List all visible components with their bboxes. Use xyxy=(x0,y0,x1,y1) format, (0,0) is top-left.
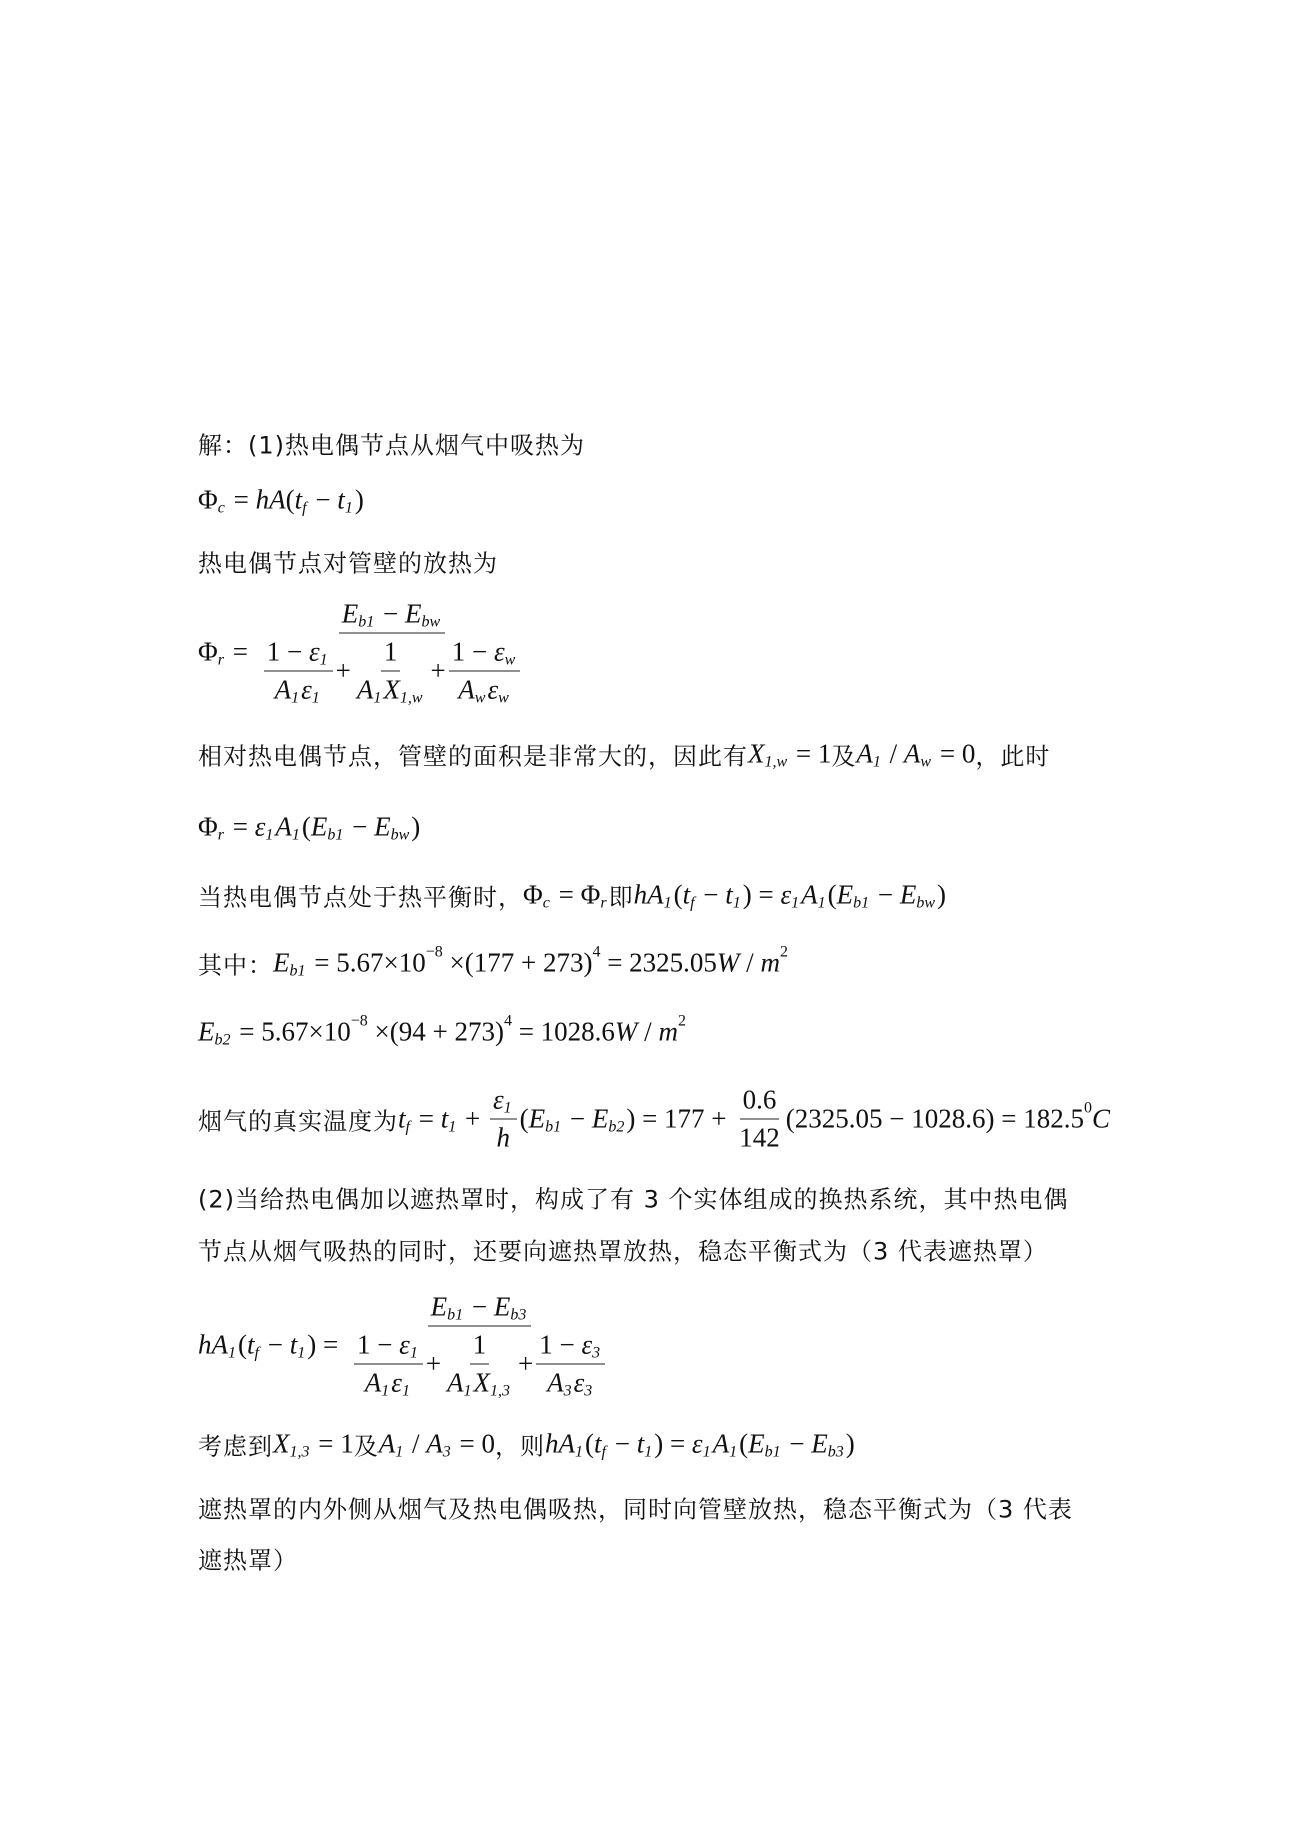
math-text: ) xyxy=(845,1428,855,1459)
subscript: 1 xyxy=(644,1443,653,1460)
equation-true-temperature xyxy=(198,1085,1110,1154)
math-text: Φ xyxy=(198,811,218,842)
text-run: 考虑到 xyxy=(198,1432,273,1461)
math-text: ) xyxy=(937,879,947,910)
fraction-denominator xyxy=(362,1365,415,1399)
math-text: Φ xyxy=(198,484,218,515)
math-text: − xyxy=(607,1428,637,1459)
math-symbol: t xyxy=(337,484,345,515)
math-symbol: A xyxy=(801,879,818,910)
subscript: 1 xyxy=(291,826,300,843)
equation-shield-network xyxy=(198,1292,614,1399)
subscript: 1 xyxy=(395,1443,404,1460)
math-symbol: X xyxy=(473,1367,491,1398)
subscript: b3 xyxy=(827,1443,844,1460)
math-symbol: ε xyxy=(301,674,312,705)
math-text: = Φ xyxy=(551,879,601,910)
math-symbol: W xyxy=(716,947,740,978)
math-symbol: A xyxy=(856,738,873,769)
fraction-numerator xyxy=(449,637,521,672)
math-text: = xyxy=(226,484,256,515)
math-symbol: t xyxy=(636,1428,645,1459)
subscript: 1 xyxy=(732,894,741,911)
fraction xyxy=(490,1085,517,1154)
subscript: 1 xyxy=(503,1099,512,1116)
math-symbol: E xyxy=(430,1291,448,1322)
fraction-denominator xyxy=(272,672,325,706)
fraction-numerator xyxy=(740,1085,780,1120)
text-run: 及 xyxy=(353,1432,379,1461)
math-text: = 5.67×10 xyxy=(232,1016,351,1047)
superscript: 2 xyxy=(677,1012,686,1029)
subscript: 1 xyxy=(872,753,881,770)
math-text: = 0 xyxy=(452,1428,495,1459)
math-symbol: t xyxy=(247,1329,255,1360)
fraction xyxy=(258,599,527,706)
math-symbol: A xyxy=(364,1367,382,1398)
subscript: 1 xyxy=(463,1382,472,1399)
math-text: / xyxy=(405,1428,427,1459)
math-symbol: W xyxy=(614,1016,638,1047)
fraction xyxy=(736,1085,783,1154)
math-text: 1 − xyxy=(266,636,309,667)
text-run: 遮热罩） xyxy=(198,1546,298,1575)
text-shield-simplified xyxy=(198,1427,855,1462)
text-run: 当热电偶节点处于热平衡时， xyxy=(198,883,523,912)
equation-eb1 xyxy=(198,943,788,981)
fraction-denominator xyxy=(444,1365,515,1399)
math-text: ( xyxy=(584,1428,594,1459)
subscript: c xyxy=(542,894,550,911)
math-text: + xyxy=(458,1103,487,1134)
math-text: − xyxy=(696,879,726,910)
subscript: b1 xyxy=(358,613,375,630)
math-text: ) xyxy=(354,484,364,515)
math-text: 1 xyxy=(472,1329,487,1360)
math-symbol: hA xyxy=(198,1329,228,1360)
superscript: 2 xyxy=(779,943,788,960)
math-text: = xyxy=(225,636,255,667)
math-text: − xyxy=(465,1291,494,1322)
text-shield-balance-line1 xyxy=(198,1490,1073,1525)
math-symbol: t xyxy=(440,1103,449,1134)
text-wall-area xyxy=(198,737,1050,772)
fraction-denominator xyxy=(354,672,428,706)
math-text: ) = xyxy=(307,1329,345,1360)
subscript: w xyxy=(498,689,509,706)
math-symbol: ε xyxy=(780,879,792,910)
text-run: 热电偶节点对管壁的放热为 xyxy=(198,549,498,578)
superscript: 0 xyxy=(1083,1099,1092,1116)
subscript: b1 xyxy=(853,894,870,911)
fraction xyxy=(536,1330,605,1399)
fraction-denominator xyxy=(736,1120,783,1154)
math-symbol: E xyxy=(310,811,328,842)
subscript: b1 xyxy=(764,1443,781,1460)
fraction xyxy=(354,637,428,706)
math-symbol: X xyxy=(273,1428,290,1459)
subscript: b2 xyxy=(214,1031,231,1048)
math-symbol: E xyxy=(836,879,854,910)
math-symbol: h xyxy=(496,1122,511,1153)
math-symbol: A xyxy=(356,674,374,705)
subscript: b2 xyxy=(608,1118,625,1135)
subscript: r xyxy=(217,826,224,843)
math-symbol: X xyxy=(383,674,400,705)
math-symbol: ε xyxy=(691,1428,703,1459)
math-text: = 2325.05 xyxy=(600,947,717,978)
subscript: 1 xyxy=(574,1443,583,1460)
math-text: 0.6 xyxy=(742,1084,777,1115)
math-symbol: m xyxy=(760,947,780,978)
math-symbol: t xyxy=(398,1103,406,1134)
subscript: b3 xyxy=(510,1306,527,1323)
math-text: + xyxy=(430,655,446,686)
math-symbol: t xyxy=(294,484,303,515)
math-symbol: E xyxy=(748,1428,765,1459)
subscript: 1 xyxy=(319,651,328,668)
math-text: − xyxy=(563,1103,592,1134)
text-run: 遮热罩的内外侧从烟气及热电偶吸热，同时向管壁放热，稳态平衡式为（3 代表 xyxy=(198,1495,1073,1524)
subscript: b1 xyxy=(289,962,306,979)
subscript: 1 xyxy=(702,1443,711,1460)
equation-eb2 xyxy=(198,1012,686,1048)
subscript: 1 xyxy=(297,1344,306,1361)
math-text: + xyxy=(518,1348,534,1379)
math-text: ( xyxy=(519,1103,529,1134)
math-symbol: A xyxy=(547,1367,564,1398)
math-text: (2325.05 − 1028.6) = 182.5 xyxy=(785,1103,1084,1134)
math-symbol: t xyxy=(725,879,733,910)
equation-phi-r-simplified xyxy=(198,812,420,843)
math-text: = 0 xyxy=(933,738,976,769)
math-text: ( xyxy=(739,1428,749,1459)
math-symbol: t xyxy=(682,879,691,910)
math-symbol: ε xyxy=(493,636,505,667)
math-symbol: E xyxy=(493,1291,511,1322)
math-symbol: t xyxy=(289,1329,298,1360)
subscript: 1 xyxy=(228,1344,236,1361)
math-symbol: E xyxy=(374,811,391,842)
math-symbol: C xyxy=(1091,1103,1110,1134)
math-text: ) = 177 + xyxy=(626,1103,734,1134)
math-text: ×(94 + 273) xyxy=(367,1016,504,1047)
subscript: f xyxy=(601,1443,606,1460)
fraction-numerator xyxy=(381,637,401,672)
math-symbol: ε xyxy=(254,811,266,842)
math-text: − xyxy=(782,1428,812,1459)
subscript: bw xyxy=(916,894,936,911)
math-text: ) = xyxy=(742,879,781,910)
math-symbol: A xyxy=(274,674,292,705)
math-symbol: E xyxy=(405,598,422,629)
equation-phi-c xyxy=(198,485,364,516)
subscript: 1,w xyxy=(399,689,423,706)
math-text: ( xyxy=(285,484,295,515)
subscript: bw xyxy=(421,613,441,630)
text-part2-line1 xyxy=(198,1180,1069,1215)
subscript: c xyxy=(217,499,225,516)
text-run: 其中： xyxy=(198,951,273,980)
fraction-denominator xyxy=(544,1365,597,1399)
subscript: 1 xyxy=(729,1443,738,1460)
subscript: 1 xyxy=(817,894,826,911)
text-run: 即 xyxy=(608,883,634,912)
fraction-numerator xyxy=(470,1330,490,1365)
subscript: 1 xyxy=(311,689,320,706)
fraction-numerator xyxy=(428,1292,532,1327)
math-text: 142 xyxy=(739,1122,780,1153)
fraction-numerator xyxy=(339,599,445,634)
math-text: 1 − xyxy=(539,1329,582,1360)
math-symbol: A xyxy=(458,674,475,705)
fraction-numerator xyxy=(536,1330,605,1365)
math-text: Φ xyxy=(198,636,218,667)
subscript: b1 xyxy=(447,1306,464,1323)
math-symbol: ε xyxy=(399,1329,410,1360)
subscript: r xyxy=(600,894,607,911)
fraction-numerator xyxy=(354,1330,423,1365)
math-text: − xyxy=(345,811,375,842)
superscript: 4 xyxy=(592,943,601,960)
math-text: / xyxy=(739,947,761,978)
subscript: 3 xyxy=(563,1382,572,1399)
fraction-denominator xyxy=(494,1120,514,1154)
math-text: − xyxy=(376,598,406,629)
text-part2-line2 xyxy=(198,1232,1048,1267)
fraction xyxy=(449,637,521,706)
subscript: 1 xyxy=(409,1344,418,1361)
math-symbol: ε xyxy=(581,1329,593,1360)
math-symbol: X xyxy=(748,738,765,769)
math-symbol: E xyxy=(591,1103,609,1134)
fraction-denominator xyxy=(348,1327,611,1399)
subscript: 1,w xyxy=(764,753,788,770)
fraction-numerator xyxy=(490,1085,517,1120)
math-text: 1 − xyxy=(451,636,494,667)
math-symbol: hA xyxy=(633,879,664,910)
math-symbol: ε xyxy=(492,1084,504,1115)
math-symbol: A xyxy=(275,811,292,842)
math-text: + xyxy=(425,1348,442,1379)
math-symbol: E xyxy=(899,879,917,910)
subscript: f xyxy=(405,1118,410,1135)
subscript: f xyxy=(302,499,307,516)
math-text: = xyxy=(411,1103,441,1134)
math-text: + xyxy=(335,655,351,686)
text-run: ，此时 xyxy=(975,742,1051,771)
subscript: f xyxy=(254,1344,259,1361)
subscript: 3 xyxy=(584,1382,593,1399)
subscript: 1 xyxy=(663,894,672,911)
subscript: 1 xyxy=(791,894,800,911)
subscript: 1 xyxy=(373,689,382,706)
superscript: −8 xyxy=(350,1012,368,1029)
equation-phi-r-network xyxy=(198,599,529,706)
math-symbol: E xyxy=(198,1016,215,1047)
subscript: 1 xyxy=(381,1382,390,1399)
math-symbol: m xyxy=(658,1016,678,1047)
subscript: r xyxy=(217,651,224,668)
subscript: 1 xyxy=(401,1382,410,1399)
math-symbol: ε xyxy=(391,1367,402,1398)
fraction xyxy=(354,1330,423,1399)
subscript: w xyxy=(920,753,932,770)
math-symbol: E xyxy=(341,598,359,629)
subscript: 1 xyxy=(291,689,300,706)
math-text: = 1028.6 xyxy=(511,1016,615,1047)
text-run: 相对热电偶节点，管壁的面积是非常大的，因此有 xyxy=(198,742,748,771)
math-text: ( xyxy=(301,811,311,842)
math-text: / xyxy=(637,1016,659,1047)
math-symbol: A xyxy=(426,1428,443,1459)
text-shield-balance-line2 xyxy=(198,1541,298,1576)
math-symbol: hA xyxy=(544,1428,575,1459)
text-run: 及 xyxy=(831,742,857,771)
math-text: ) xyxy=(411,811,421,842)
math-text: 1 − xyxy=(356,1329,400,1360)
text-run: 解：(1)热电偶节点从烟气中吸热为 xyxy=(198,431,585,460)
math-symbol: E xyxy=(811,1428,828,1459)
fraction xyxy=(444,1330,515,1399)
fraction xyxy=(348,1292,611,1399)
math-symbol: ε xyxy=(487,674,499,705)
fraction-denominator xyxy=(258,634,527,706)
math-symbol: A xyxy=(712,1428,730,1459)
solution-intro xyxy=(198,426,585,461)
math-text: ( xyxy=(673,879,683,910)
math-symbol: t xyxy=(593,1428,602,1459)
fraction-numerator xyxy=(264,637,333,672)
math-symbol: A xyxy=(378,1428,396,1459)
math-text: ( xyxy=(827,879,837,910)
subscript: 1,3 xyxy=(490,1382,511,1399)
math-text: Φ xyxy=(523,879,543,910)
subscript: 1 xyxy=(344,499,353,516)
fraction-denominator xyxy=(455,672,513,706)
math-text: = xyxy=(225,811,255,842)
text-run: (2)当给热电偶加以遮热罩时，构成了有 3 个实体组成的换热系统，其中热电偶 xyxy=(198,1185,1069,1214)
text-run: 节点从烟气吸热的同时，还要向遮热罩放热，稳态平衡式为（3 代表遮热罩） xyxy=(198,1237,1048,1266)
subscript: b1 xyxy=(327,826,344,843)
subscript: 3 xyxy=(442,1443,451,1460)
subscript: b1 xyxy=(545,1118,562,1135)
math-symbol: A xyxy=(447,1367,464,1398)
subscript: bw xyxy=(390,826,410,843)
math-text: = 1 xyxy=(789,738,832,769)
superscript: −8 xyxy=(425,943,443,960)
superscript: 4 xyxy=(503,1012,512,1029)
subscript: 3 xyxy=(592,1344,601,1361)
math-text: = 1 xyxy=(311,1428,354,1459)
math-symbol: ε xyxy=(573,1367,585,1398)
math-text: = 5.67×10 xyxy=(307,947,426,978)
fraction xyxy=(264,637,333,706)
math-symbol: E xyxy=(528,1103,546,1134)
math-text: − xyxy=(308,484,338,515)
math-text: − xyxy=(871,879,900,910)
math-text: ) = xyxy=(654,1428,692,1459)
text-run: ，则 xyxy=(494,1432,545,1461)
subscript: w xyxy=(474,689,486,706)
text-heat-release xyxy=(198,544,498,579)
math-symbol: ε xyxy=(308,636,320,667)
math-text: − xyxy=(260,1329,290,1360)
math-text: ×(177 + 273) xyxy=(442,947,593,978)
subscript: 1 xyxy=(265,826,274,843)
subscript: f xyxy=(690,894,695,911)
math-symbol: A xyxy=(903,738,921,769)
math-text: / xyxy=(882,738,904,769)
text-heat-balance xyxy=(198,878,946,913)
math-text: ( xyxy=(238,1329,247,1360)
subscript: 1,3 xyxy=(289,1443,310,1460)
math-symbol: hA xyxy=(255,484,286,515)
subscript: w xyxy=(504,651,516,668)
subscript: 1 xyxy=(448,1118,457,1135)
math-symbol: E xyxy=(273,947,290,978)
math-text: 1 xyxy=(383,636,398,667)
text-run: 烟气的真实温度为 xyxy=(198,1107,398,1136)
